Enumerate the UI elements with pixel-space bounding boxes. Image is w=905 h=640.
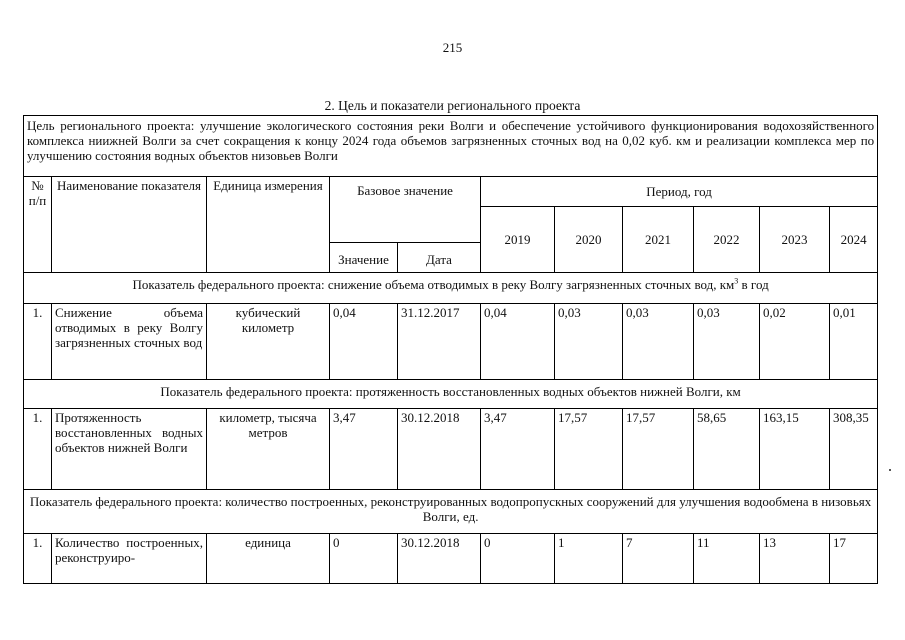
base-date: 30.12.2018 [398, 409, 481, 490]
header-name: Наименование показателя [52, 177, 207, 273]
header-value: Значение [330, 243, 398, 273]
unit-cell: кубический километр [207, 304, 330, 380]
year-value: 3,47 [481, 409, 555, 490]
header-num: № п/п [24, 177, 52, 273]
header-year: 2024 [830, 207, 878, 273]
year-value: 0,03 [623, 304, 694, 380]
row-num: 1. [24, 534, 52, 584]
indicator-name: Протяженность восстановленных водных объектов нижней Волги [52, 409, 207, 490]
base-value: 3,47 [330, 409, 398, 490]
year-value: 0,02 [760, 304, 830, 380]
indicator-name: Количество построенных, реконструиро- [52, 534, 207, 584]
year-value: 7 [623, 534, 694, 584]
header-year: 2022 [694, 207, 760, 273]
year-value: 163,15 [760, 409, 830, 490]
year-value: 0,01 [830, 304, 878, 380]
base-value: 0 [330, 534, 398, 584]
row-num: 1. [24, 304, 52, 380]
year-value: 13 [760, 534, 830, 584]
base-date: 31.12.2017 [398, 304, 481, 380]
section-title: Показатель федерального проекта: количество построенных, реконструированных водопропускных сооружений для улучшения водообмена в низовьях Волги, ед. [24, 490, 878, 534]
unit-cell: единица [207, 534, 330, 584]
year-value: 0,03 [694, 304, 760, 380]
year-value: 11 [694, 534, 760, 584]
year-value: 308,35 [830, 409, 878, 490]
year-value: 0 [481, 534, 555, 584]
section-heading: 2. Цель и показатели регионального проекта [324, 98, 581, 113]
header-year: 2023 [760, 207, 830, 273]
indicator-name: Снижение объема отводимых в реку Волгу загрязненных сточных вод [52, 304, 207, 380]
header-year: 2021 [623, 207, 694, 273]
unit-cell: километр, тысяча метров [207, 409, 330, 490]
base-date: 30.12.2018 [398, 534, 481, 584]
scan-speck [889, 469, 891, 471]
year-value: 58,65 [694, 409, 760, 490]
section-title: Показатель федерального проекта: снижение объема отводимых в реку Волгу загрязненных сточных вод, $км^3$ в год [24, 273, 878, 304]
year-value: 1 [555, 534, 623, 584]
year-value: 17,57 [555, 409, 623, 490]
section-title: Показатель федерального проекта: протяженность восстановленных водных объектов нижней Волги, км [24, 380, 878, 409]
header-year: 2019 [481, 207, 555, 273]
year-value: 0,03 [555, 304, 623, 380]
year-value: 17,57 [623, 409, 694, 490]
header-base: Базовое значение [330, 177, 481, 243]
year-value: 0,04 [481, 304, 555, 380]
header-period: Период, год [481, 177, 878, 207]
header-year: 2020 [555, 207, 623, 273]
year-value: 17 [830, 534, 878, 584]
goal-text: Цель регионального проекта: улучшение экологического состояния реки Волги и обеспечение устойчивого функционирования водохозяйственного комплекса ниижней Волги за счет сокращения к концу 2024 года объемов загрязненных сточных вод на 0,02 куб. км и реализации комплекса мер по улучшению состояния водных объектов низовьев Волги [24, 116, 878, 177]
page-number: 215 [442, 40, 463, 55]
header-date: Дата [398, 243, 481, 273]
header-unit: Единица измерения [207, 177, 330, 273]
row-num: 1. [24, 409, 52, 490]
indicators-table [23, 115, 878, 584]
base-value: 0,04 [330, 304, 398, 380]
